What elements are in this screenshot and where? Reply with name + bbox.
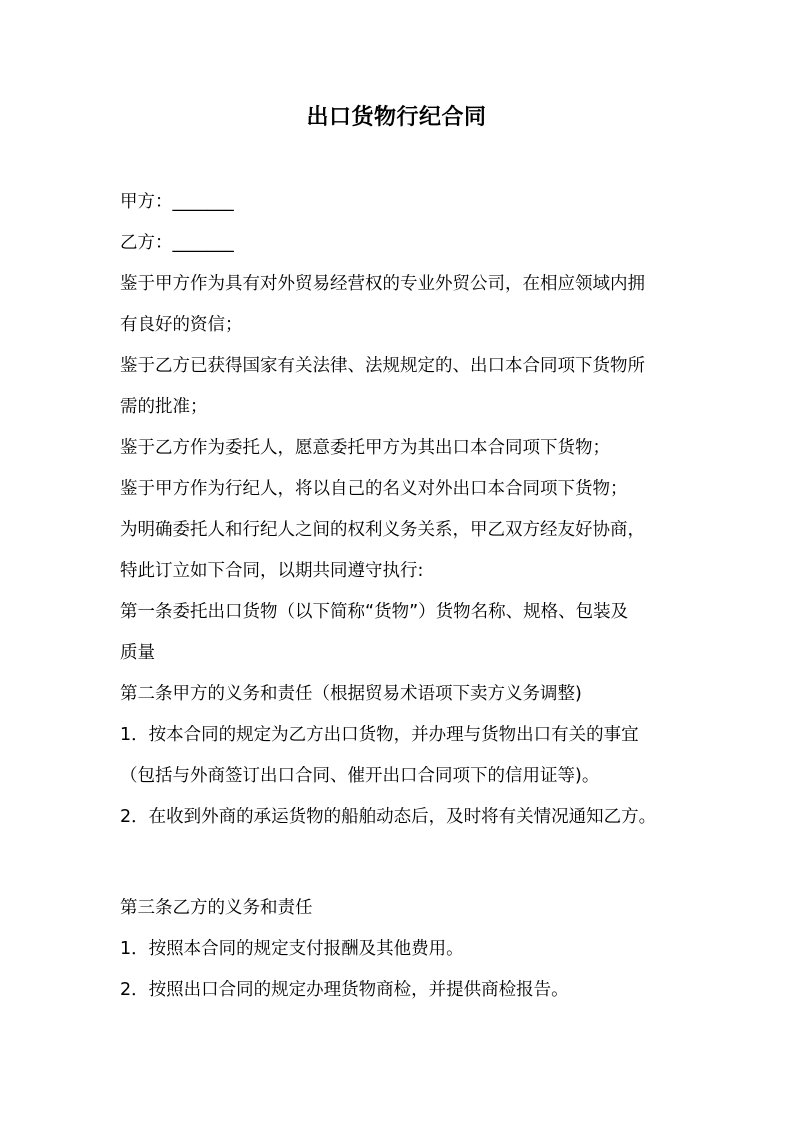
- party-b-line: 乙方：_______: [120, 233, 234, 253]
- article-2-item-1-line-2: （包括与外商签订出口合同、催开出口合同项下的信用证等)。: [120, 766, 600, 786]
- recital-3: 鉴于乙方作为委托人，愿意委托甲方为其出口本合同项下货物；: [120, 438, 610, 458]
- recital-1-line-1: 鉴于甲方作为具有对外贸易经营权的专业外贸公司，在相应领域内拥: [120, 274, 645, 294]
- purpose-line-2: 特此订立如下合同，以期共同遵守执行:: [120, 561, 424, 581]
- article-3-heading: 第三条乙方的义务和责任: [120, 898, 313, 918]
- article-2-item-2: 2．在收到外商的承运货物的船舶动态后，及时将有关情况通知乙方。: [120, 807, 657, 827]
- article-3-item-2: 2．按照出口合同的规定办理货物商检，并提供商检报告。: [120, 980, 569, 1000]
- article-3-section: [120, 888, 680, 1011]
- recital-2-line-2: 需的批准；: [120, 397, 208, 417]
- recital-1-line-2: 有良好的资信；: [120, 315, 243, 335]
- article-1-line-1: 第一条委托出口货物（以下简称“货物”）货物名称、规格、包装及: [120, 602, 629, 622]
- party-a-line: 甲方：_______: [120, 192, 234, 212]
- recital-4: 鉴于甲方作为行纪人，将以自己的名义对外出口本合同项下货物；: [120, 479, 628, 499]
- document-body: [120, 182, 680, 838]
- article-1-line-2: 质量: [120, 643, 155, 663]
- article-2-item-1-line-1: 1．按本合同的规定为乙方出口货物，并办理与货物出口有关的事宜: [120, 725, 639, 745]
- article-3-item-1: 1．按照本合同的规定支付报酬及其他费用。: [120, 939, 464, 959]
- recital-2-line-1: 鉴于乙方已获得国家有关法律、法规规定的、出口本合同项下货物所: [120, 356, 645, 376]
- document-title: 出口货物行纪合同: [306, 105, 487, 130]
- article-2-heading: 第二条甲方的义务和责任（根据贸易术语项下卖方义务调整): [120, 684, 582, 704]
- purpose-line-1: 为明确委托人和行纪人之间的权利义务关系，甲乙双方经友好协商，: [120, 520, 645, 540]
